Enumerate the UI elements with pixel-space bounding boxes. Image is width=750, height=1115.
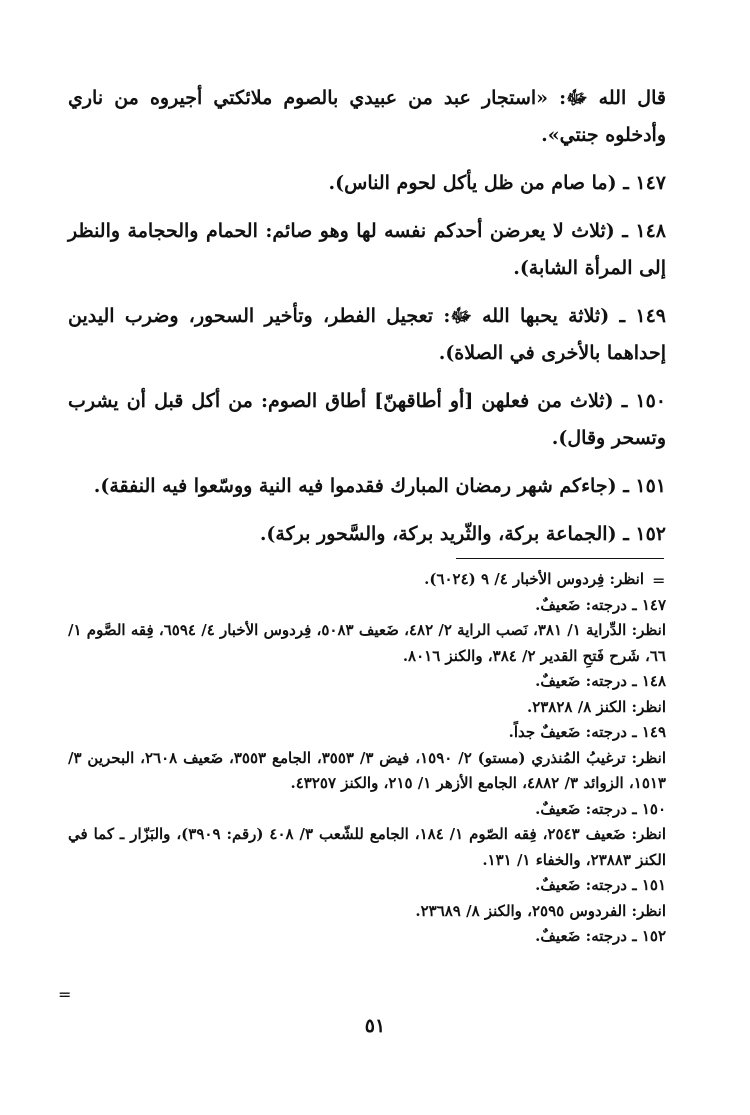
hadith-entry xyxy=(68,516,666,553)
entry-text: (ما صام من ظل يأكل لحوم الناس). xyxy=(328,172,617,194)
reference-text: الدِّراية ١/ ٣٨١، نَصب الراية ٢/ ٤٨٢، ضَعيف ٥٠٨٣، فِردوس الأخبار ٤/ ٦٥٩٤، فِقه الصَّوم ١/ ٦٦، شَرح فَتحِ القدير ٢/ ٣٨٤، والكنز ٨٠١٦. xyxy=(68,621,666,665)
rating-value: ضَعيفٌ. xyxy=(535,927,581,945)
rating-label: درجته: xyxy=(585,672,627,690)
page-number: ٥١ xyxy=(364,1015,386,1037)
reference-text: ترغيبُ المُنذري (مستو) ٢/ ١٥٩٠، فيض ٣/ ٣٥٥٣، الجامع ٣٥٥٣، ضَعيف ٢٦٠٨، البحرين ٣/ ١٥١٣، الزوائد ٣/ ٤٨٨٢، الجامع الأزهر ١/ ٢١٥، والكنز ٤٣٢٥٧. xyxy=(68,748,666,792)
footnote-rating xyxy=(68,797,666,823)
rating-label: درجته: xyxy=(585,927,627,945)
hadith-entry xyxy=(68,298,666,372)
entry-number: ١٥٠ ـ xyxy=(621,390,666,412)
footnote-reference xyxy=(68,695,666,721)
footnote-rating xyxy=(68,720,666,746)
look-label: انظر: xyxy=(631,697,666,716)
entry-number: ١٤٧ ـ xyxy=(623,172,666,194)
reference-text: الكنز ٨/ ٢٣٨٢٨. xyxy=(526,697,627,716)
hadith-entry xyxy=(68,213,666,287)
entry-text: (ثلاث من فعلهن [أو أطاقهنّ] أطاق الصوم: من أكل قبل أن يشرب وتسحر وقال). xyxy=(68,390,666,449)
continuation-mark-top: = xyxy=(652,571,666,590)
look-label: انظر: xyxy=(631,901,666,920)
rating-label: درجته: xyxy=(585,799,627,818)
footnote-rating xyxy=(68,593,666,619)
entry-number: ١٤٨ ـ xyxy=(622,220,666,242)
rating-value: ضَعيفٌ. xyxy=(535,672,581,690)
look-label: انظر: xyxy=(631,825,667,843)
footnote-number: ١٥٢ ـ xyxy=(632,927,666,945)
reference-text: الفردوس ٢٥٩٥، والكنز ٨/ ٢٣٦٨٩. xyxy=(415,901,627,920)
entry-text: (جاءكم شهر رمضان المبارك فقدموا فيه النية ووسّعوا فيه النفقة). xyxy=(93,475,617,497)
footnote-separator xyxy=(456,558,664,559)
entry-number: ١٤٩ ـ xyxy=(619,305,666,327)
footnote-rating xyxy=(68,924,666,950)
footnote-number: ١٤٩ ـ xyxy=(632,723,666,741)
footnote-reference xyxy=(68,746,666,797)
rating-value: ضَعيفٌ جداً. xyxy=(508,723,581,741)
footnote-reference xyxy=(68,899,666,925)
rating-value: ضَعيفٌ. xyxy=(535,595,581,614)
rating-value: ضَعيفٌ. xyxy=(535,799,581,818)
rating-label: درجته: xyxy=(585,723,627,741)
entry-text: (ثلاث لا يعرضن أحدكم نفسه لها وهو صائم: الحمام والحجامة والنظر إلى المرأة الشابة). xyxy=(68,220,666,279)
look-label: انظر: xyxy=(631,748,666,767)
look-label: انظر: xyxy=(609,570,644,588)
footnote-number: ١٤٧ ـ xyxy=(632,595,666,614)
entry-text: (الجماعة بركة، والثّريد بركة، والسَّحور بركة). xyxy=(259,523,617,545)
footnote-rating xyxy=(68,669,666,695)
footnote-number: ١٥١ ـ xyxy=(632,876,666,894)
entry-number: ١٥١ ـ xyxy=(623,475,666,497)
main-text xyxy=(68,80,666,564)
footnote-number: ١٥٠ ـ xyxy=(632,799,666,818)
intro-paragraph: قال الله ﷻ: «استجار عبد من عبيدي بالصوم ملائكتي أجيروه من ناري وأدخلوه جنتي». xyxy=(68,87,666,146)
look-label: انظر: xyxy=(631,621,667,639)
reference-text: فِردوس الأخبار ٤/ ٩ (٦٠٢٤). xyxy=(424,570,605,588)
footnote-reference xyxy=(68,618,666,669)
footnote-rating xyxy=(68,873,666,899)
footnotes xyxy=(68,567,666,950)
rating-value: ضَعيفٌ. xyxy=(535,876,581,894)
footnote-reference xyxy=(68,822,666,873)
footnote-reference xyxy=(68,567,666,593)
hadith-entry xyxy=(68,165,666,202)
reference-text: ضَعيف ٢٥٤٣، فِقه الصّوم ١/ ١٨٤، الجامع للشّعب ٣/ ٤٠٨ (رقم: ٣٩٠٩)، والبَزّار ـ كما في الكنز ٢٣٨٨٣، والخفاء ١/ ١٣١. xyxy=(68,825,666,869)
footnote-number: ١٤٨ ـ xyxy=(632,672,666,690)
rating-label: درجته: xyxy=(585,876,627,894)
entry-number: ١٥٢ ـ xyxy=(623,523,666,545)
rating-label: درجته: xyxy=(585,595,627,614)
hadith-entry xyxy=(68,383,666,457)
hadith-entry xyxy=(68,468,666,505)
continuation-mark-bottom: = xyxy=(58,985,72,1004)
entry-text: (ثلاثة يحبها الله ﷻ: تعجيل الفطر، وتأخير السحور، وضرب اليدين إحداهما بالأخرى في الصلاة). xyxy=(68,305,666,364)
